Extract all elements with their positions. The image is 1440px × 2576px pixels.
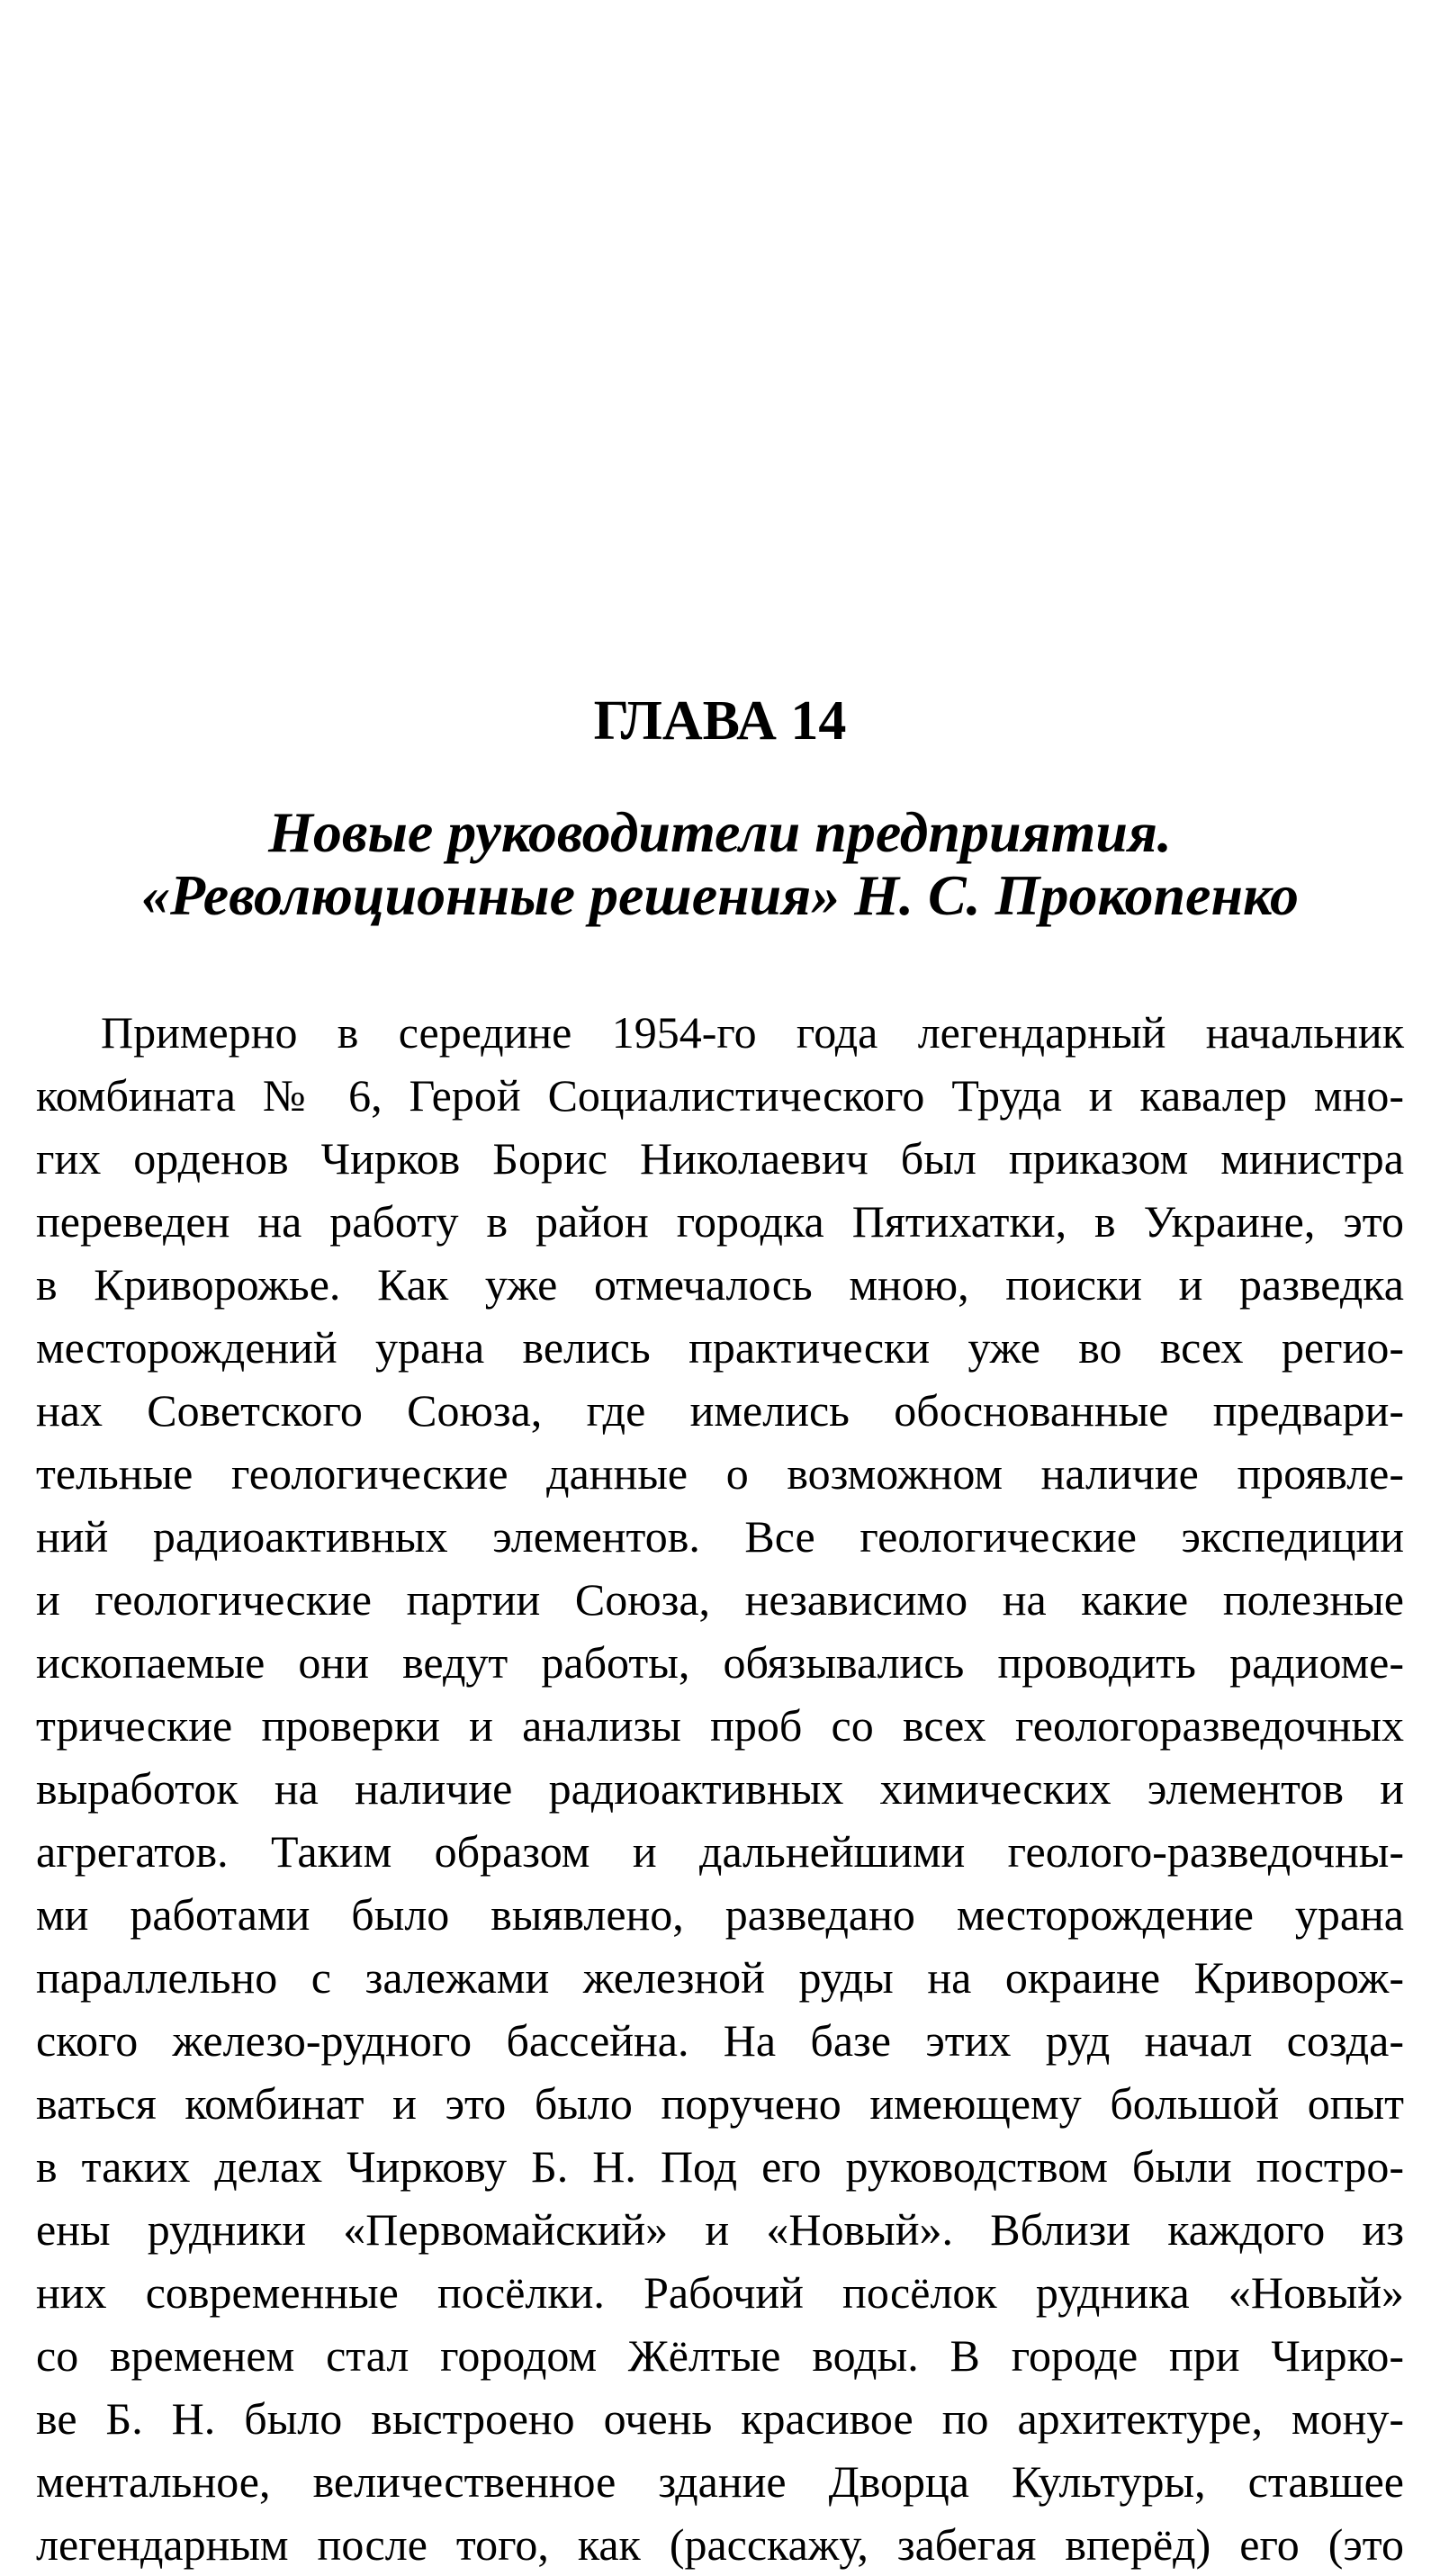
text-line: в таких делах Чиркову Б. Н. Под его руководством были постро- xyxy=(36,2141,1404,2192)
text-line: тельные геологические данные о возможном наличие проявле- xyxy=(36,1448,1404,1499)
text-line: ми работами было выявлено, разведано месторождение урана xyxy=(36,1889,1404,1940)
text-line: комбината № 6, Герой Социалистического Труда и кавалер мно- xyxy=(36,1070,1404,1121)
text-line: ве Б. Н. было выстроено очень красивое по архитектуре, мону- xyxy=(36,2393,1404,2444)
text-line: ментальное, величественное здание Дворца Культуры, ставшее xyxy=(36,2456,1404,2507)
text-line: ваться комбинат и это было поручено имеющему большой опыт xyxy=(36,2078,1404,2129)
text-line: ского железо-рудного бассейна. На базе этих руд начал созда- xyxy=(36,2015,1404,2066)
chapter-subtitle xyxy=(0,801,1440,927)
text-line: ископаемые они ведут работы, обязывались проводить радиоме- xyxy=(36,1637,1404,1688)
text-line: легендарным после того, как (расскажу, забегая вперёд) его (это xyxy=(36,2519,1404,2570)
text-line: переведен на работу в район городка Пятихатки, в Украине, это xyxy=(36,1196,1404,1247)
text-line: со временем стал городом Жёлтые воды. В городе при Чирко- xyxy=(36,2330,1404,2381)
text-line: гих орденов Чирков Борис Николаевич был приказом министра xyxy=(36,1133,1404,1184)
text-line: параллельно с залежами железной руды на окраине Криворож- xyxy=(36,1952,1404,2003)
chapter-heading: ГЛАВА 14 xyxy=(593,690,847,752)
chapter-subtitle-line: Новые руководители предприятия. xyxy=(268,800,1172,864)
text-line: трические проверки и анализы проб со всех геологоразведочных xyxy=(36,1700,1404,1751)
text-line: них современные посёлки. Рабочий посёлок рудника «Новый» xyxy=(36,2267,1404,2318)
text-line: месторождений урана велись практически уже во всех регио- xyxy=(36,1322,1404,1373)
body-text xyxy=(36,1001,1404,2576)
text-line: агрегатов. Таким образом и дальнейшими геолого-разведочны- xyxy=(36,1826,1404,1877)
text-line: нах Советского Союза, где имелись обоснованные предвари- xyxy=(36,1385,1404,1436)
text-line: в Криворожье. Как уже отмечалось мною, поиски и разведка xyxy=(36,1259,1404,1310)
text-line: Примерно в середине 1954-го года легендарный начальник xyxy=(101,1007,1404,1058)
text-line: ний радиоактивных элементов. Все геологические экспедиции xyxy=(36,1511,1404,1562)
text-line: и геологические партии Союза, независимо на какие полезные xyxy=(36,1574,1404,1625)
text-line: выработок на наличие радиоактивных химических элементов и xyxy=(36,1763,1404,1814)
text-line: ены рудники «Первомайский» и «Новый». Вблизи каждого из xyxy=(36,2204,1404,2255)
chapter-subtitle-line: «Революционные решения» Н. С. Прокопенко xyxy=(141,863,1299,927)
